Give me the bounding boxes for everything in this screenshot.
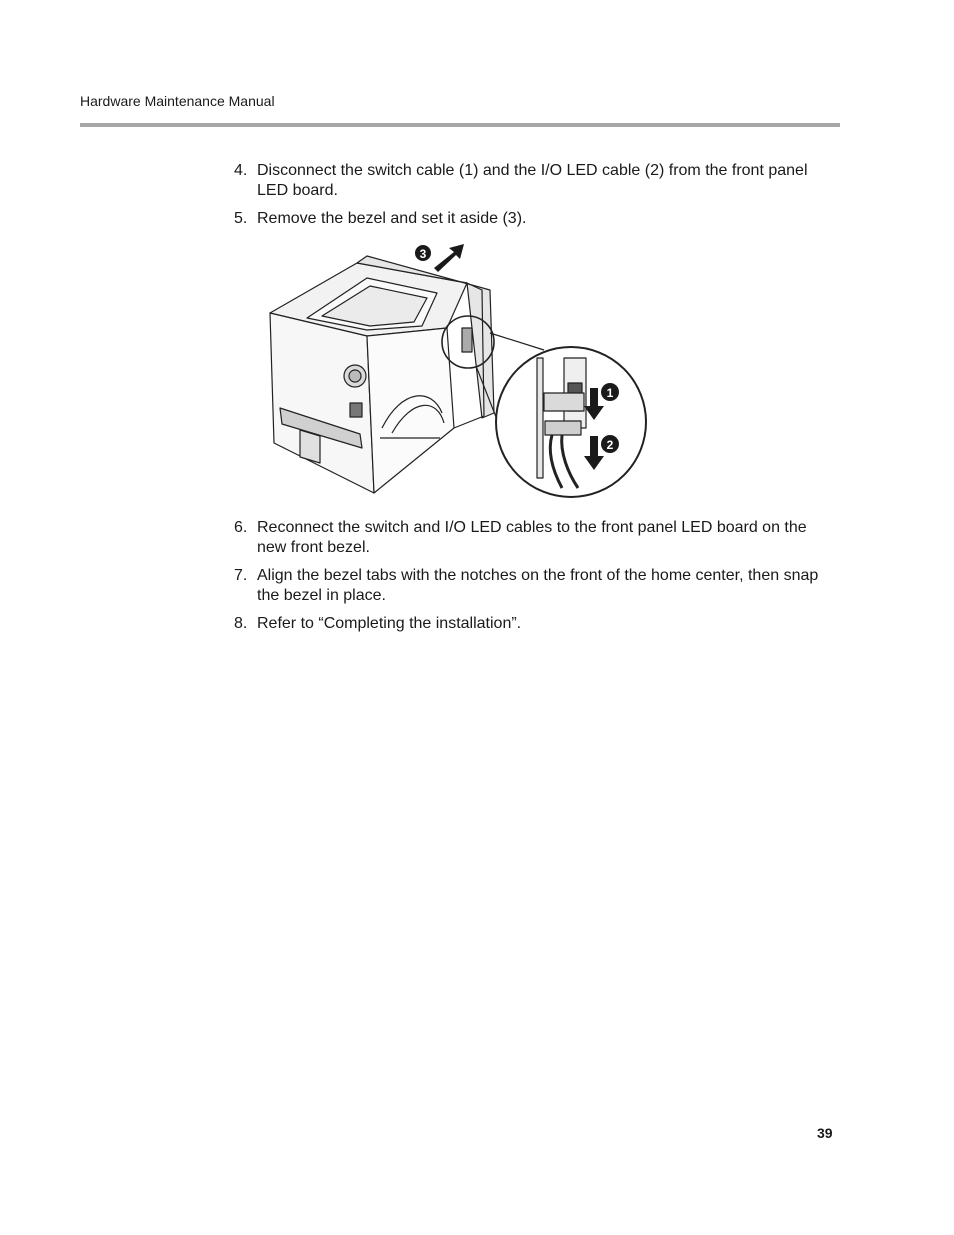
running-header: Hardware Maintenance Manual <box>80 93 275 109</box>
step-text: Refer to “Completing the installation”. <box>257 615 522 632</box>
step-7 <box>234 566 834 606</box>
bezel-removal-illustration <box>262 238 652 503</box>
step-number: 5. <box>234 210 248 227</box>
step-text: Reconnect the switch and I/O LED cables to the front panel LED board on the new front bezel. <box>257 519 807 556</box>
callout-1: 1 <box>606 386 614 400</box>
step-number: 6. <box>234 519 248 536</box>
step-6 <box>234 518 834 558</box>
step-text: Disconnect the switch cable (1) and the I/O LED cable (2) from the front panel LED board. <box>257 162 808 199</box>
callout-2: 2 <box>606 438 614 452</box>
steps-list-top <box>234 161 834 237</box>
steps-list-bottom <box>234 518 834 642</box>
step-4 <box>234 161 834 201</box>
header-divider <box>80 123 840 127</box>
step-8 <box>234 614 834 634</box>
step-number: 8. <box>234 615 248 632</box>
step-text: Align the bezel tabs with the notches on the front of the home center, then snap the bezel in place. <box>257 567 819 604</box>
illustration-drawing <box>262 238 652 503</box>
callout-3: 3 <box>419 247 427 261</box>
step-text: Remove the bezel and set it aside (3). <box>257 210 527 227</box>
page-number: 39 <box>817 1125 833 1141</box>
step-5 <box>234 209 834 229</box>
step-number: 7. <box>234 567 248 584</box>
step-number: 4. <box>234 162 248 179</box>
